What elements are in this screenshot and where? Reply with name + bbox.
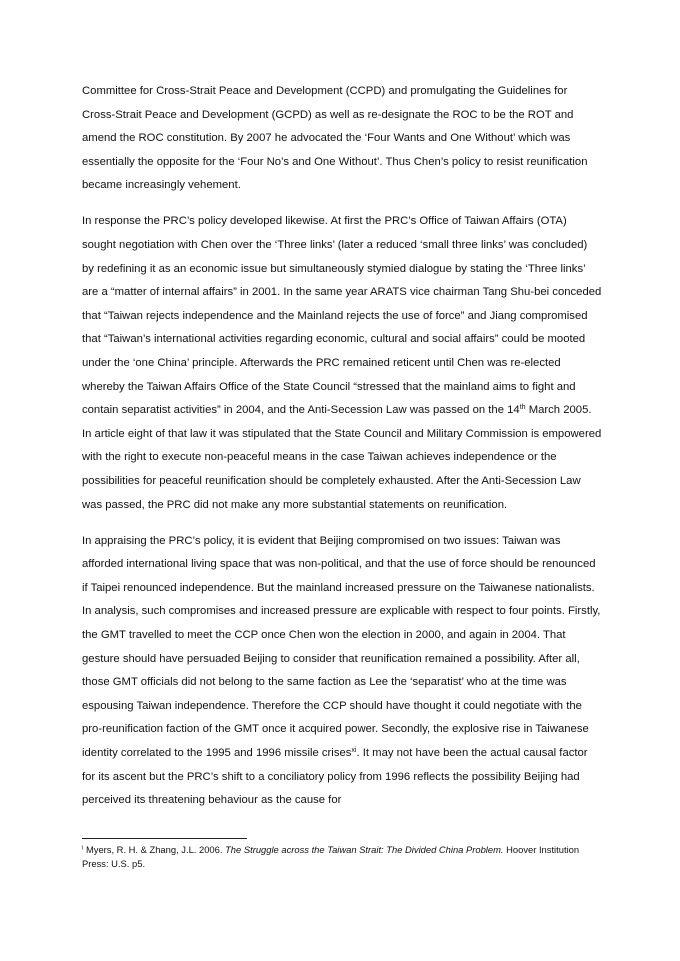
footnote-reference: xi <box>351 747 357 755</box>
paragraph-2-text-after: March 2005. In article eight of that law it was stipulated that the State Council and Military Commission is empowered with the right to execute non-peaceful means in the case Taiwan achieves independence or the possibilities for peaceful reunification should be completely exhausted. After the Anti-Secession Law was passed, the PRC did not make any more substantial statements on reunification. <box>82 404 602 511</box>
footnote-publisher: Hoover Institution Press: U.S. p5. <box>82 844 580 869</box>
paragraph-3 <box>82 530 602 813</box>
footnote-book-title: The Struggle across the Taiwan Strait: The Divided China Problem. <box>225 844 504 855</box>
body-text <box>82 80 602 825</box>
paragraph-3-text-after: . It may not have been the actual causal factor for its ascent but the PRC’s shift to a conciliatory policy from 1996 reflects the possibility Beijing had perceived its threatening behaviour as the cause for <box>82 747 588 807</box>
ordinal-suffix: th <box>519 404 526 412</box>
paragraph-1: Committee for Cross-Strait Peace and Development (CCPD) and promulgating the Guidelines for Cross-Strait Peace and Development (GCPD) as well as re-designate the ROC to be the ROT and amend the ROC constitution. By 2007 he advocated the ‘Four Wants and One Without’ which was essentially the opposite for the ‘Four No’s and One Without’. Thus Chen’s policy to resist reunification became increasingly vehement. <box>82 85 588 192</box>
footnote-marker: i <box>82 845 84 852</box>
paragraph-2 <box>82 210 602 517</box>
footnote-authors: Myers, R. H. & Zhang, J.L. 2006. <box>83 844 226 855</box>
footnote-separator <box>82 838 247 839</box>
paragraph-2-text-before: In response the PRC’s policy developed likewise. At first the PRC’s Office of Taiwan Affairs (OTA) sought negotiation with Chen over the ‘Three links’ (later a reduced ‘small three links’ was concluded) by redefining it as an economic issue but simultaneously stymied dialogue by stating the ‘Three links’ are a “matter of internal affairs” in 2001. In the same year ARATS vice chairman Tang Shu-bei conceded that “Taiwan rejects independence and the Mainland rejects the use of force” and Jiang compromised that “Taiwan’s international activities regarding economic, cultural and social affairs” could be mooted under the ‘one China’ principle. Afterwards the PRC remained reticent until Chen was re-elected whereby the Taiwan Affairs Office of the State Council “stressed that the mainland aims to fight and contain separatist activities” in 2004, and the Anti-Secession Law was passed on the 14 <box>82 215 602 417</box>
paragraph-3-text-before: In appraising the PRC’s policy, it is evident that Beijing compromised on two issues: Taiwan was afforded international living space that was non-political, and that the use of force should be renounced if Taipei renounced independence. But the mainland increased pressure on the Taiwanese nationalists. In analysis, such compromises and increased pressure are explicable with respect to four points. Firstly, the GMT travelled to meet the CCP once Chen won the election in 2000, and again in 2004. That gesture should have persuaded Beijing to consider that reunification remained a possibility. After all, those GMT officials did not belong to the same faction as Lee the ‘separatist’ who at the time was espousing Taiwan independence. Therefore the CCP should have thought it could negotiate with the pro-reunification faction of the GMT once it acquired power. Secondly, the explosive rise in Taiwanese identity correlated to the 1995 and 1996 missile crises <box>82 534 601 760</box>
footnote <box>82 843 602 871</box>
